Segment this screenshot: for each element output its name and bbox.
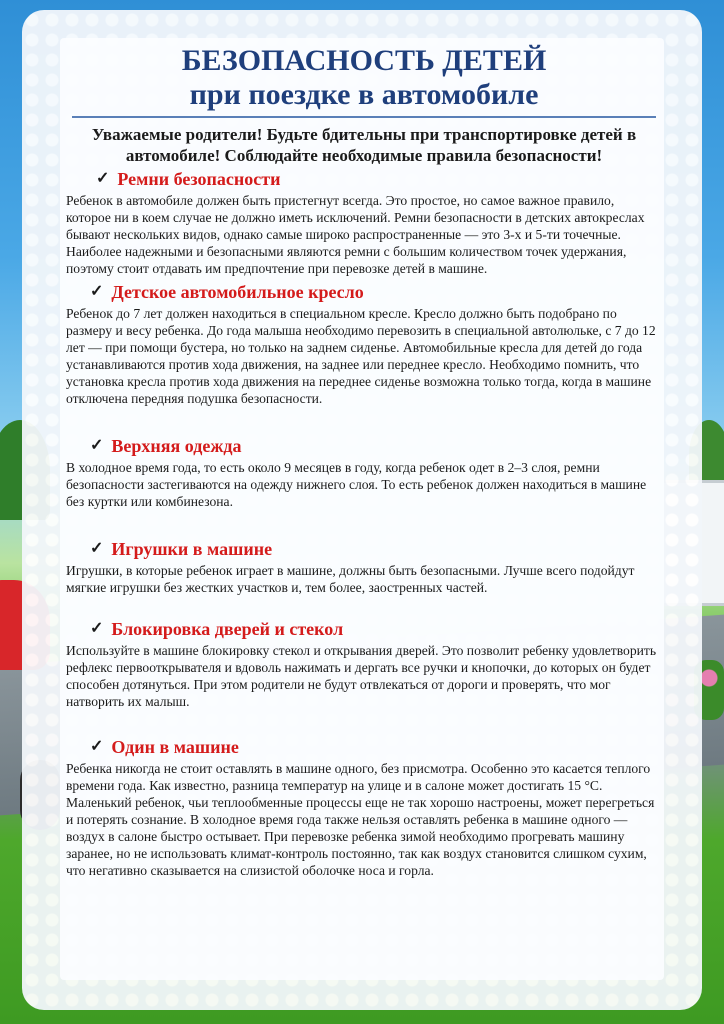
section-text: Ребенка никогда не стоит оставлять в машине одного, без присмотра. Особенно это касается теплого времени года. Как известно, разница температур на улице и в салоне может достигать 15 °С. Маленький ребенок, чьи теплообменные процессы еще не так хорошо настроены, может перегреться и потерять сознание. В холодное время года также нельзя оставлять ребенка в машине одного — воздух в салоне быстро остывает. При перевозке ребенка зимой необходимо прогревать машину заранее, но не использовать климат-контроль постоянно, так как воздух становится слишком сухим, что негативно сказывается на слизистой оболочке носа и горла. — [66, 761, 655, 878]
section-heading — [66, 618, 662, 640]
section-text: Ребенок в автомобиле должен быть пристегнут всегда. Это простое, но самое важное правило, которое ни в коем случае не должно иметь исключений. Ремни безопасности в детских автокреслах бывают нескольких видов, однако самые широко распространенные — это 3-х и 5-ти точечные. Наиболее надежными и безопасными являются ремни с большим количеством точек удержания, поэтому стоит отдавать им предпочтение при перевозке детей в машине. — [66, 193, 645, 276]
section-text: Игрушки, в которые ребенок играет в машине, должны быть безопасными. Лучше всего подойдут мягкие игрушки без жестких участков и, тем более, заостренных частей. — [66, 563, 635, 595]
section-title: Игрушки в машине — [111, 539, 273, 559]
checkmark-icon: ✓ — [96, 170, 110, 187]
checkmark-icon: ✓ — [90, 283, 104, 300]
section-heading — [66, 538, 662, 560]
section-text: Используйте в машине блокировку стекол и открывания дверей. Это позволит ребенку удовлетворить рефлекс первооткрывателя и вдоволь нажимать и дергать все ручки и кнопочки, до которых он будет способен дотянуться. При этом родители не будут отвлекаться от дороги и проверять, что мог натворить их малыш. — [66, 643, 657, 709]
section-title: Блокировка дверей и стекол — [111, 619, 344, 639]
title-divider — [72, 116, 656, 118]
section-title: Верхняя одежда — [111, 436, 242, 456]
section-title: Детское автомобильное кресло — [111, 282, 364, 302]
section-seatbelts — [66, 168, 662, 277]
checkmark-icon: ✓ — [90, 738, 104, 755]
section-text: В холодное время года, то есть около 9 месяцев в году, когда ребенок одет в 2–3 слоя, ремни безопасности застегиваются на одежду нижнего слоя. То есть ребенок должен находиться в машине без куртки или комбинезона. — [66, 460, 647, 509]
section-title: Один в машине — [111, 737, 239, 757]
section-door-lock — [66, 618, 662, 710]
section-heading — [66, 168, 662, 190]
section-toys — [66, 538, 662, 596]
section-child-seat — [66, 281, 662, 407]
section-title: Ремни безопасности — [117, 169, 281, 189]
page-title: БЕЗОПАСНОСТЬ ДЕТЕЙ — [181, 44, 547, 77]
section-text: Ребенок до 7 лет должен находиться в специальном кресле. Кресло должно быть подобрано по размеру и весу ребенка. До года малыша необходимо перевозить в специальной автолюльке, с 7 до 12 лет — при помощи бустера, но только на заднем сиденье. Автомобильные кресла для детей до года устанавливаются против хода движения, на заднее или переднее кресло. Необходимо помнить, что установка кресла против хода движения на переднее сиденье возможна только тогда, когда в машине отключена передняя подушка безопасности. — [66, 306, 656, 406]
section-heading — [66, 281, 662, 303]
page-subtitle: при поездке в автомобиле — [189, 78, 539, 111]
section-heading — [66, 435, 662, 457]
checkmark-icon: ✓ — [90, 437, 104, 454]
checkmark-icon: ✓ — [90, 620, 104, 637]
document-content — [66, 44, 662, 879]
checkmark-icon: ✓ — [90, 540, 104, 557]
section-heading — [66, 736, 662, 758]
intro-text: Уважаемые родители! Будьте бдительны при транспортировке детей в автомобиле! Соблюдайте необходимые правила безопасности! — [91, 125, 637, 165]
section-outerwear — [66, 435, 662, 510]
section-alone-in-car — [66, 736, 662, 879]
